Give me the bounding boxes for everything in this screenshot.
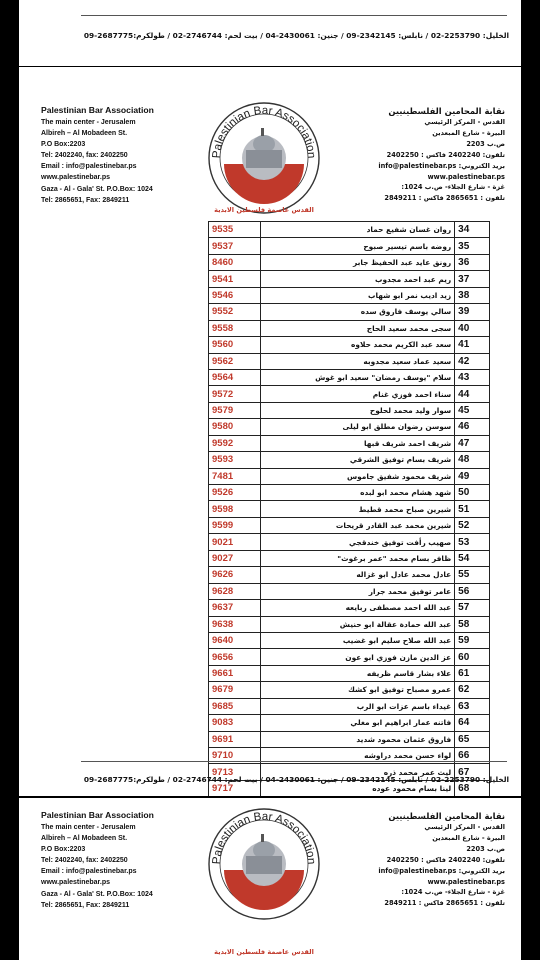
table-row	[209, 320, 490, 336]
row-number-cell: 64	[455, 715, 490, 731]
association-logo	[206, 100, 322, 216]
member-name-cell: عامر توفيق محمد جرار	[260, 583, 454, 599]
member-name-cell: سعيد عماد سعيد مجدوبه	[260, 353, 454, 369]
row-number-cell: 61	[455, 665, 490, 681]
table-row	[209, 452, 490, 468]
member-name-cell: شريف بسام توفيق الشرقي	[260, 452, 454, 468]
row-number-cell: 67	[455, 764, 490, 780]
member-code-cell: 7481	[209, 468, 261, 484]
association-name-en: Palestinian Bar Association	[41, 810, 154, 820]
address-line: البيرة - شارع المبعدين	[432, 833, 505, 842]
address-line: تلفون : 2865651 فاكس : 2849211	[384, 899, 505, 908]
row-number-cell: 56	[455, 583, 490, 599]
header-arabic	[365, 810, 505, 909]
row-number-cell: 36	[455, 254, 490, 270]
member-code-cell: 9552	[209, 304, 261, 320]
table-row	[209, 238, 490, 254]
table-row	[209, 419, 490, 435]
member-code-cell: 9661	[209, 665, 261, 681]
address-line: البيرة - شارع المبعدين	[432, 128, 505, 137]
member-name-cell: زيد اديب نمر ابو شهاب	[260, 287, 454, 303]
table-row	[209, 468, 490, 484]
member-name-cell: فاروق عثمان محمود شديد	[260, 731, 454, 747]
member-code-cell: 9626	[209, 567, 261, 583]
table-row	[209, 287, 490, 303]
footer-contacts: الخليل: 2253790-02 / نابلس: 2342145-09 / جنين: 2430061-04 / بيت لحم: 2746744-02 / طولكرم:2687775-09	[83, 775, 509, 784]
association-name-ar: نقابة المحامين الفلسطينيين	[388, 106, 505, 116]
table-row	[209, 337, 490, 353]
row-number-cell: 48	[455, 452, 490, 468]
address-line: Albireh – Al Mobadeen St.	[41, 835, 128, 843]
row-number-cell: 60	[455, 649, 490, 665]
address-line: P.O Box:2203	[41, 846, 86, 854]
address-line: تلفون : 2865651 فاكس : 2849211	[384, 194, 505, 203]
row-number-cell: 66	[455, 748, 490, 764]
logo-text: Palestinian Bar Association	[210, 810, 318, 865]
address-line: ص.ب 2203	[466, 844, 505, 853]
table-row	[209, 550, 490, 566]
table-row	[209, 517, 490, 533]
association-logo	[206, 806, 322, 922]
header-english	[41, 105, 201, 206]
address-line: www.palestinebar.ps	[427, 877, 505, 886]
member-code-cell: 9572	[209, 386, 261, 402]
address-line: Tel: 2402240, fax: 2402250	[41, 152, 128, 160]
table-row	[209, 698, 490, 714]
address-line: Gaza - Al - Gala' St. P.O.Box: 1024	[41, 890, 153, 898]
member-code-cell: 9637	[209, 600, 261, 616]
row-number-cell: 35	[455, 238, 490, 254]
address-line: www.palestinebar.ps	[427, 172, 505, 181]
member-code-cell: 9558	[209, 320, 261, 336]
member-code-cell: 9628	[209, 583, 261, 599]
row-number-cell: 47	[455, 435, 490, 451]
row-number-cell: 57	[455, 600, 490, 616]
address-line: Tel: 2865651, Fax: 2849211	[41, 196, 130, 204]
member-code-cell: 9580	[209, 419, 261, 435]
slogan: القدس عاصمة فلسطين الابدية	[214, 206, 314, 214]
row-number-cell: 52	[455, 517, 490, 533]
member-code-cell: 9593	[209, 452, 261, 468]
row-number-cell: 63	[455, 698, 490, 714]
header-english	[41, 810, 201, 911]
row-number-cell: 53	[455, 534, 490, 550]
member-name-cell: سالي يوسف فاروق سده	[260, 304, 454, 320]
member-code-cell: 9638	[209, 616, 261, 632]
member-code-cell: 9717	[209, 780, 261, 796]
member-name-cell: غيداء باسم عزات ابو الرب	[260, 698, 454, 714]
next-page-strip	[19, 798, 521, 960]
table-row	[209, 583, 490, 599]
member-name-cell: عمرو مصباح توفيق ابو كشك	[260, 682, 454, 698]
address-line: ص.ب 2203	[466, 139, 505, 148]
address-line: Albireh – Al Mobadeen St.	[41, 130, 128, 138]
row-number-cell: 49	[455, 468, 490, 484]
address-line: تلفون: 2402240 فاكس : 2402250	[386, 855, 505, 864]
table-row	[209, 567, 490, 583]
table-row	[209, 715, 490, 731]
member-code-cell: 9546	[209, 287, 261, 303]
member-name-cell: ليث عمر محمد ذره	[260, 764, 454, 780]
row-number-cell: 42	[455, 353, 490, 369]
member-name-cell: عادل محمد عادل ابو غزاله	[260, 567, 454, 583]
table-row	[209, 353, 490, 369]
row-number-cell: 62	[455, 682, 490, 698]
table-row	[209, 616, 490, 632]
table-row	[209, 402, 490, 418]
address-line: Tel: 2402240, fax: 2402250	[41, 857, 128, 865]
row-number-cell: 65	[455, 731, 490, 747]
table-row	[209, 386, 490, 402]
table-row	[209, 435, 490, 451]
member-code-cell: 8460	[209, 254, 261, 270]
member-name-cell: علاء بشار قاسم ظريفه	[260, 665, 454, 681]
member-name-cell: شريف محمود شفيق جاموس	[260, 468, 454, 484]
member-code-cell: 9685	[209, 698, 261, 714]
table-row	[209, 682, 490, 698]
address-line: القدس - المركز الرئيسي	[424, 823, 505, 831]
address-line: P.O Box:2203	[41, 141, 86, 149]
address-line: Gaza - Al - Gala' St. P.O.Box: 1024	[41, 185, 153, 193]
member-name-cell: صهيب رأفت توفيق خندقجي	[260, 534, 454, 550]
address-line: Tel: 2865651, Fax: 2849211	[41, 901, 130, 909]
row-number-cell: 43	[455, 369, 490, 385]
row-number-cell: 37	[455, 271, 490, 287]
table-row	[209, 304, 490, 320]
footer-divider	[81, 15, 507, 16]
member-name-cell: رونق عايد عبد الحفيظ جابر	[260, 254, 454, 270]
table-row	[209, 649, 490, 665]
address-line: Email : info@palestinebar.ps	[41, 163, 137, 171]
member-code-cell: 9541	[209, 271, 261, 287]
table-row	[209, 271, 490, 287]
member-name-cell: عبد الله صلاح سليم ابو غضيب	[260, 632, 454, 648]
row-number-cell: 58	[455, 616, 490, 632]
table-row	[209, 222, 490, 238]
member-name-cell: سوار وليد محمد لحلوح	[260, 402, 454, 418]
table-row	[209, 534, 490, 550]
member-code-cell: 9592	[209, 435, 261, 451]
member-code-cell: 9710	[209, 748, 261, 764]
footer-divider	[81, 761, 507, 762]
member-name-cell: شهد هشام محمد ابو لبده	[260, 485, 454, 501]
member-name-cell: عبد الله احمد مصطفى ربايعه	[260, 600, 454, 616]
member-code-cell: 9599	[209, 517, 261, 533]
address-line: بريد الكتروني: info@palestinebar.ps	[378, 161, 505, 170]
member-name-cell: شريف احمد شريف قبها	[260, 435, 454, 451]
member-name-cell: سعد عبد الكريم محمد حلاوه	[260, 337, 454, 353]
member-code-cell: 9027	[209, 550, 261, 566]
member-code-cell: 9083	[209, 715, 261, 731]
address-line: تلفون: 2402240 فاكس : 2402250	[386, 150, 505, 159]
row-number-cell: 50	[455, 485, 490, 501]
member-code-cell: 9656	[209, 649, 261, 665]
address-line: The main center - Jerusalem	[41, 119, 136, 126]
row-number-cell: 45	[455, 402, 490, 418]
slogan: القدس عاصمة فلسطين الابدية	[214, 948, 314, 956]
member-code-cell: 9562	[209, 353, 261, 369]
member-code-cell: 9713	[209, 764, 261, 780]
table-row	[209, 501, 490, 517]
member-code-cell: 9526	[209, 485, 261, 501]
address-line: غزة - شارع الجلاء- ص.ب 1024:	[401, 888, 505, 897]
member-name-cell: سجى محمد سعيد الحاج	[260, 320, 454, 336]
member-code-cell: 9021	[209, 534, 261, 550]
address-line: بريد الكتروني: info@palestinebar.ps	[378, 866, 505, 875]
member-name-cell: عبد الله حمادة عقالة ابو حنيش	[260, 616, 454, 632]
member-name-cell: لينا بسام محمود عوده	[260, 780, 454, 796]
address-line: www.palestinebar.ps	[41, 879, 110, 887]
table-row	[209, 485, 490, 501]
members-table	[208, 221, 490, 796]
address-line: Email : info@palestinebar.ps	[41, 868, 137, 876]
table-row	[209, 731, 490, 747]
table-row	[209, 254, 490, 270]
member-code-cell: 9537	[209, 238, 261, 254]
member-code-cell: 9679	[209, 682, 261, 698]
row-number-cell: 40	[455, 320, 490, 336]
row-number-cell: 59	[455, 632, 490, 648]
member-name-cell: روان غسان شفيع حماد	[260, 222, 454, 238]
member-name-cell: ريم عبد احمد مجدوب	[260, 271, 454, 287]
row-number-cell: 39	[455, 304, 490, 320]
table-row	[209, 665, 490, 681]
address-line: غزة - شارع الجلاء- ص.ب 1024:	[401, 183, 505, 192]
association-name-ar: نقابة المحامين الفلسطينيين	[388, 811, 505, 821]
member-name-cell: روضه باسم تيسير صبوح	[260, 238, 454, 254]
member-name-cell: شيرين صباح محمد قطيط	[260, 501, 454, 517]
member-code-cell: 9640	[209, 632, 261, 648]
member-name-cell: سلام "يوسف رمضان" سعيد ابو غوش	[260, 369, 454, 385]
members-table-body	[209, 222, 490, 797]
member-code-cell: 9535	[209, 222, 261, 238]
member-name-cell: سوسن رضوان مطلق ابو ليلى	[260, 419, 454, 435]
member-name-cell: لواء حسن محمد دراوشه	[260, 748, 454, 764]
address-line: The main center - Jerusalem	[41, 824, 136, 831]
address-line: القدس - المركز الرئيسي	[424, 118, 505, 126]
table-row	[209, 369, 490, 385]
row-number-cell: 68	[455, 780, 490, 796]
row-number-cell: 38	[455, 287, 490, 303]
member-code-cell: 9560	[209, 337, 261, 353]
member-code-cell: 9564	[209, 369, 261, 385]
row-number-cell: 55	[455, 567, 490, 583]
address-line: www.palestinebar.ps	[41, 174, 110, 182]
member-code-cell: 9598	[209, 501, 261, 517]
table-row	[209, 600, 490, 616]
previous-page-strip	[19, 0, 521, 66]
row-number-cell: 41	[455, 337, 490, 353]
member-name-cell: عز الدين مازن فوزي ابو عون	[260, 649, 454, 665]
table-row	[209, 632, 490, 648]
member-name-cell: سناء احمد فوزي غنام	[260, 386, 454, 402]
row-number-cell: 34	[455, 222, 490, 238]
row-number-cell: 51	[455, 501, 490, 517]
row-number-cell: 46	[455, 419, 490, 435]
row-number-cell: 44	[455, 386, 490, 402]
document-page	[19, 67, 521, 796]
association-name-en: Palestinian Bar Association	[41, 105, 154, 115]
member-name-cell: شيرين محمد عبد القادر قريحات	[260, 517, 454, 533]
member-code-cell: 9579	[209, 402, 261, 418]
logo-text: Palestinian Bar Association	[210, 104, 318, 159]
header-arabic	[365, 105, 505, 204]
member-code-cell: 9691	[209, 731, 261, 747]
row-number-cell: 54	[455, 550, 490, 566]
member-name-cell: فاتنه عمار ابراهيم ابو مغلي	[260, 715, 454, 731]
member-name-cell: ظافر بسام محمد "عمر برغوث"	[260, 550, 454, 566]
footer-contacts: الخليل: 2253790-02 / نابلس: 2342145-09 / جنين: 2430061-04 / بيت لحم: 2746744-02 / طولكرم:2687775-09	[83, 31, 509, 40]
